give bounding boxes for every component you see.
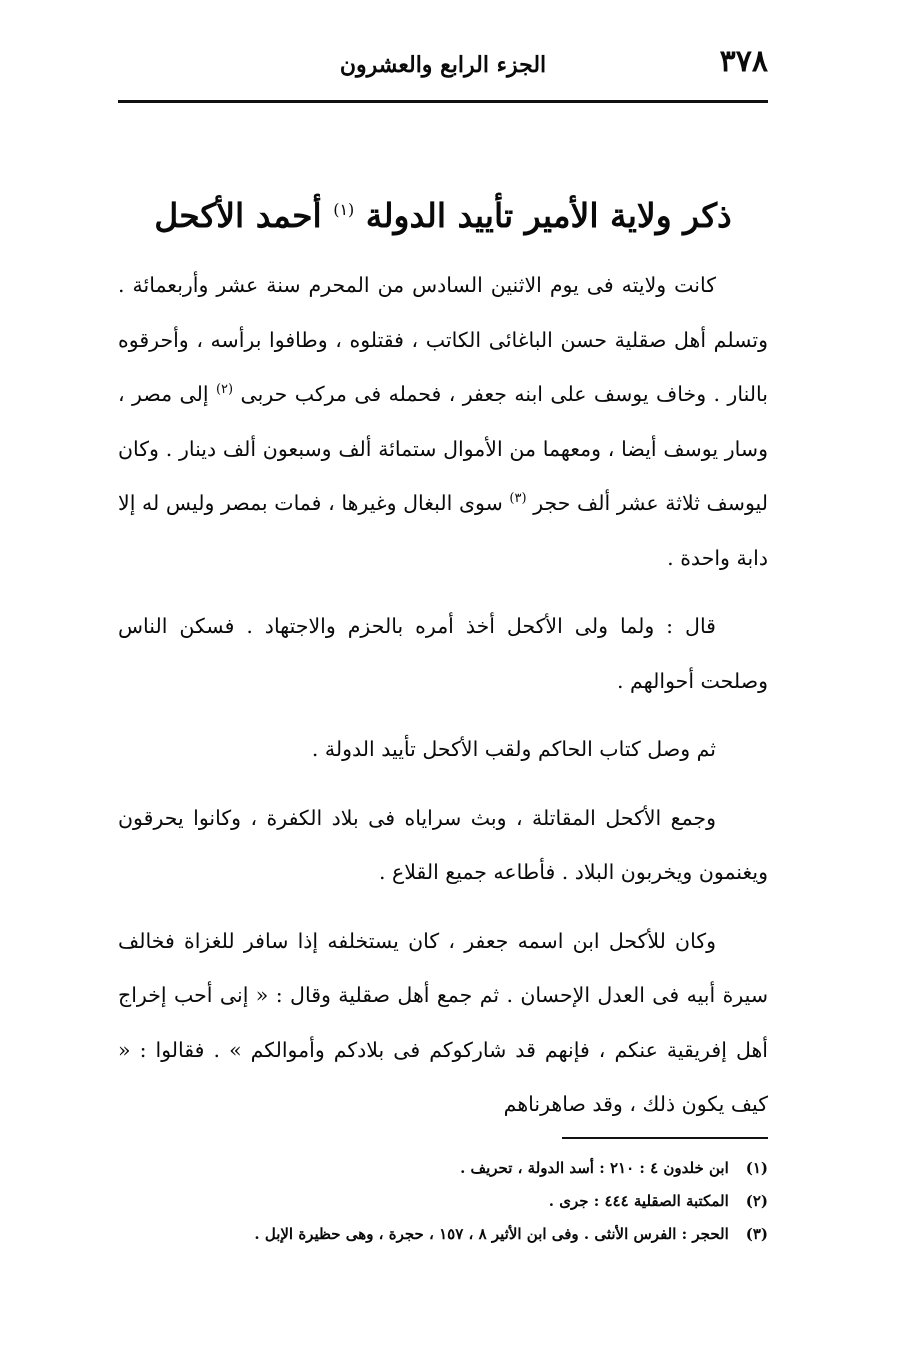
chapter-title-main: ذكر ولاية الأمير تأييد الدولة (365, 196, 732, 236)
footnote-mark: (٣) (745, 1225, 768, 1243)
footnote-mark: (١) (745, 1159, 768, 1177)
footnote-text: المكتبة الصقلية ٤٤٤ : جرى . (548, 1192, 729, 1210)
paragraph-4: وجمع الأكحل المقاتلة ، وبث سراياه فى بلاد الكفرة ، وكانوا يحرقون ويغنمون ويخربون البلاد . فأطاعه جميع القلاع . (118, 805, 768, 884)
footnote-2 (118, 1185, 768, 1218)
footnote-text: ابن خلدون ٤ : ٢١٠ : أسد الدولة ، تحريف . (460, 1159, 729, 1177)
footnote-ref-3: (٣) (509, 491, 527, 507)
page-header (118, 44, 768, 96)
footnote-1 (118, 1152, 768, 1185)
paragraph-1-part-a: كانت ولايته فى يوم الاثنين السادس من المحرم سنة عشر وأربعمائة . وتسلم أهل صقلية حسن الباغائى الكاتب ، فقتلوه ، وطافوا برأسه ، وأحرقوه بالنار . وخاف يوسف على ابنه جعفر ، فحمله فى مركب حربى (118, 273, 768, 406)
footnote-3 (118, 1218, 768, 1251)
running-head: الجزء الرابع والعشرون (339, 52, 547, 78)
body-text (118, 258, 768, 1146)
paragraph-1 (118, 258, 768, 585)
footnote-ref-1: (١) (333, 200, 355, 220)
footnotes (118, 1152, 768, 1251)
paragraph-1-part-c: سوى البغال وغيرها ، فمات بمصر وليس له إلا دابة واحدة . (118, 491, 768, 570)
chapter-title (118, 180, 768, 246)
page-number: ٣٧٨ (719, 44, 768, 79)
header-rule (118, 100, 768, 103)
footnote-text: الحجر : الفرس الأنثى . وفى ابن الأثير ٨ ، ١٥٧ ، حجرة ، وهى حظيرة الإبل . (254, 1225, 729, 1243)
footnote-ref-2: (٢) (215, 382, 234, 398)
footnote-mark: (٢) (745, 1192, 768, 1210)
paragraph-3: ثم وصل كتاب الحاكم ولقب الأكحل تأييد الدولة . (311, 737, 716, 761)
footnote-rule (562, 1137, 768, 1139)
paragraph-2: قال : ولما ولى الأكحل أخذ أمره بالحزم والاجتهاد . فسكن الناس وصلحت أحوالهم . (118, 614, 768, 693)
paragraph-1-part-b: إلى مصر ، وسار يوسف أيضا ، ومعهما من الأموال ستمائة ألف وسبعون ألف دينار . وكان ليوسف ثلاثة عشر ألف حجر (118, 382, 768, 515)
chapter-title-end: أحمد الأكحل (154, 196, 322, 236)
paragraph-5: وكان للأكحل ابن اسمه جعفر ، كان يستخلفه إذا سافر للغزاة فخالف سيرة أبيه فى العدل الإحسان . ثم جمع أهل صقلية وقال : « إنى أحب إخراج أهل إفريقية عنكم ، فإنهم قد شاركوكم فى بلادكم وأموالكم » . فقالوا : « كيف يكون ذلك ، وقد صاهرناهم (118, 928, 768, 1116)
